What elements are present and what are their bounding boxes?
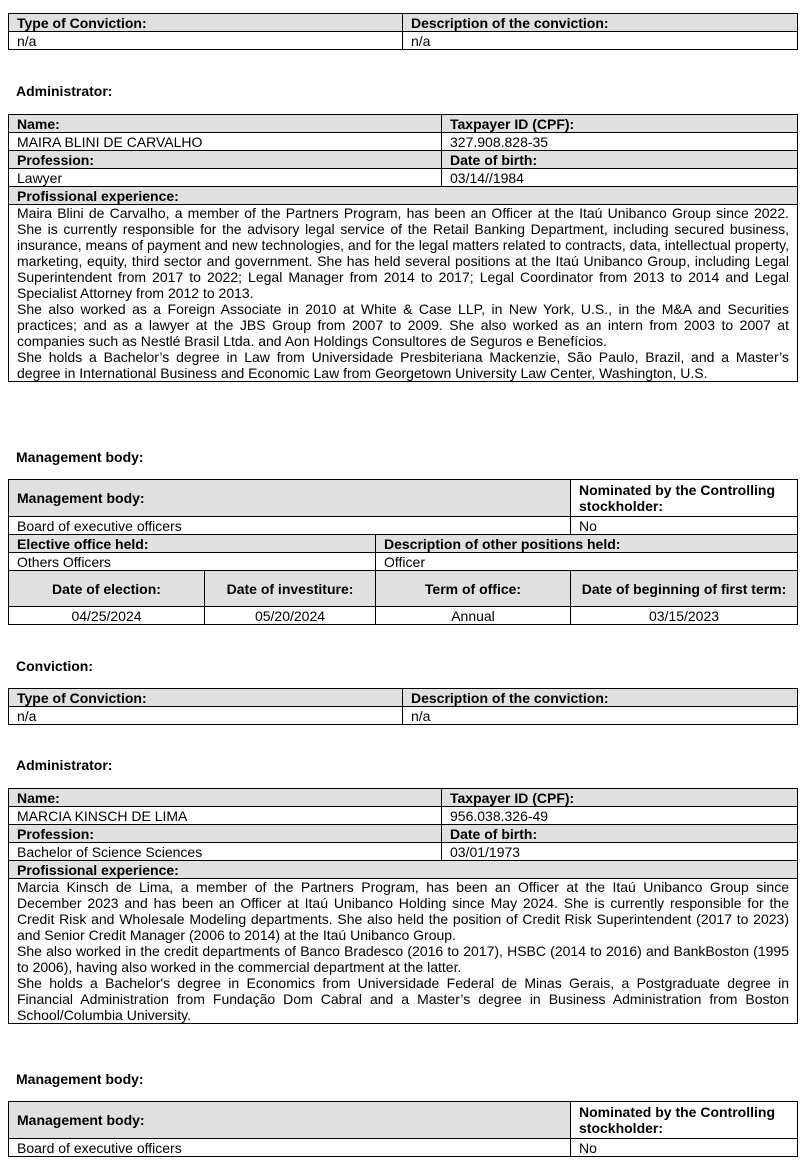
other-positions-value: Officer [376,553,798,571]
term-of-office-value: Annual [376,607,571,625]
taxpayer-id-header: Taxpayer ID (CPF): [442,789,798,807]
conviction-type-value: n/a [9,707,403,725]
professional-experience-header: Profissional experience: [9,861,798,879]
experience-paragraph: Marcia Kinsch de Lima, a member of the Partners Program, has been an Officer at the Itaú Unibanco Group since December 2023 and has been an Officer at Itaú Unibanco Holding since May 2024. She is currently responsible for the Credit Risk and Wholesale Modeling departments. She also held the position of Credit Risk Superintendent (2017 to 2023) and Senior Credit Manager (2006 to 2014) at the Itaú Unibanco Group. [17,879,789,943]
management-body-heading: Management body: [16,1071,144,1087]
administrator-heading: Administrator: [16,83,113,99]
experience-paragraph: She also worked in the credit departments of Banco Bradesco (2016 to 2017), HSBC (2014 to 2016) and BankBoston (1995 to 2006), having also worked in the commercial department at the latter. [17,943,789,975]
profession-value: Bachelor of Science Sciences [9,843,442,861]
date-of-birth-value: 03/01/1973 [442,843,798,861]
profession-header: Profession: [9,151,442,169]
admin1-table [8,114,798,382]
nominated-by-header: Nominated by the Controlling stockholder: [571,480,798,517]
taxpayer-id-value: 956.038.326-49 [442,807,798,825]
description-of-conviction-header: Description of the conviction: [403,14,798,32]
management-body-header: Management body: [9,480,571,517]
management-body-heading: Management body: [16,449,144,465]
conviction-description-value: n/a [403,707,798,725]
date-of-birth-value: 03/14//1984 [442,169,798,187]
date-of-birth-header: Date of birth: [442,151,798,169]
taxpayer-id-header: Taxpayer ID (CPF): [442,115,798,133]
experience-paragraph: She holds a Bachelor's degree in Economics from Universidade Federal de Minas Gerais, a Postgraduate degree in Financial Administration from Fundação Dom Cabral and a Master’s degree in Business Administration from Boston School/Columbia University. [17,975,789,1023]
taxpayer-id-value: 327.908.828-35 [442,133,798,151]
name-header: Name: [9,115,442,133]
type-of-conviction-header: Type of Conviction: [9,689,403,707]
description-other-positions-header: Description of other positions held: [376,535,798,553]
elective-office-header: Elective office held: [9,535,376,553]
term-of-office-header: Term of office: [376,571,571,607]
top-conviction-table [8,13,798,50]
experience-paragraph: Maira Blini de Carvalho, a member of the Partners Program, has been an Officer at the Itaú Unibanco Group since 2022. She is currently responsible for the advisory legal service of the Retail Banking Department, including secured business, insurance, means of payment and new technologies, and for the legal matters related to contracts, data, intellectual property, marketing, equity, third sector and government. She has held several positions at the Itaú Unibanco Group, including Legal Superintendent from 2017 to 2022; Legal Manager from 2014 to 2017; Legal Coordinator from 2013 to 2014 and Legal Specialist Attorney from 2012 to 2013. [17,205,789,301]
admin1-conviction-table [8,688,798,725]
experience-paragraph: She holds a Bachelor’s degree in Law from Universidade Presbiteriana Mackenzie, São Paulo, Brazil, and a Master’s degree in International Business and Economic Law from Georgetown University Law Center, Washington, U.S. [17,349,789,381]
management-body-value: Board of executive officers [9,517,571,535]
conviction-type-value: n/a [9,32,403,50]
management-body-header: Management body: [9,1102,571,1139]
description-of-conviction-header: Description of the conviction: [403,689,798,707]
date-of-investiture-value: 05/20/2024 [205,607,376,625]
date-first-term-header: Date of beginning of first term: [571,571,798,607]
professional-experience-text [9,205,798,382]
date-of-investiture-header: Date of investiture: [205,571,376,607]
elective-office-value: Others Officers [9,553,376,571]
management-body-value: Board of executive officers [9,1139,571,1157]
professional-experience-text [9,879,798,1024]
date-of-election-value: 04/25/2024 [9,607,205,625]
type-of-conviction-header: Type of Conviction: [9,14,403,32]
nominated-value: No [571,517,798,535]
admin-name-value: MARCIA KINSCH DE LIMA [9,807,442,825]
admin1-management-table [8,479,798,625]
admin-name-value: MAIRA BLINI DE CARVALHO [9,133,442,151]
admin2-management-table [8,1101,798,1157]
date-of-election-header: Date of election: [9,571,205,607]
nominated-by-header: Nominated by the Controlling stockholder: [571,1102,798,1139]
nominated-value: No [571,1139,798,1157]
admin2-table [8,788,798,1024]
administrator-heading: Administrator: [16,757,113,773]
date-of-birth-header: Date of birth: [442,825,798,843]
date-first-term-value: 03/15/2023 [571,607,798,625]
professional-experience-header: Profissional experience: [9,187,798,205]
conviction-heading: Conviction: [16,658,93,674]
profession-header: Profession: [9,825,442,843]
profession-value: Lawyer [9,169,442,187]
conviction-description-value: n/a [403,32,798,50]
name-header: Name: [9,789,442,807]
experience-paragraph: She also worked as a Foreign Associate in 2010 at White & Case LLP, in New York, U.S., in the M&A and Securities practices; and as a lawyer at the JBS Group from 2007 to 2009. She also worked as an intern from 2003 to 2007 at companies such as Nestlé Brasil Ltda. and Aon Holdings Consultores de Seguros e Benefícios. [17,301,789,349]
